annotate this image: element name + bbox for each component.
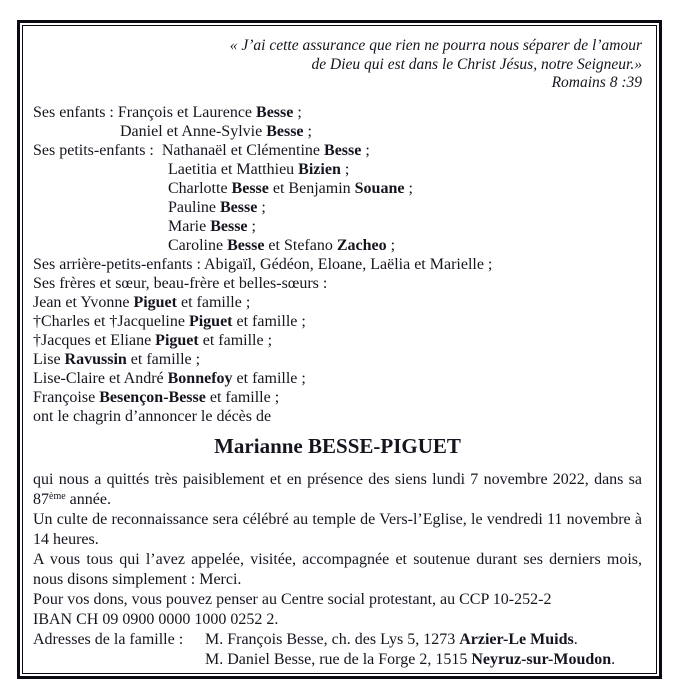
addresses-list — [205, 630, 642, 670]
text-segment: Charlotte — [168, 179, 232, 197]
text-segment: ; — [361, 141, 370, 159]
scripture-quote — [33, 37, 642, 93]
text-segment: Piguet — [188, 312, 233, 330]
scripture-quote-line — [33, 74, 642, 93]
addresses-label: Adresses de la famille : — [33, 630, 184, 648]
text-segment: Pour vos dons, vous pouvez penser au Centre social protestant, au CCP 10-252-2 — [33, 590, 552, 608]
scripture-quote-line — [33, 37, 642, 56]
text-segment: et famille ; — [205, 388, 280, 406]
text-segment: Marie — [168, 217, 211, 235]
text-segment: . — [611, 650, 616, 668]
text-segment: A vous tous qui l’avez appelée, visitée, accompagnée et soutenue durant ses derniers mois, nous disons simplement : Merci. — [33, 550, 642, 588]
text-segment: Besse — [227, 236, 265, 254]
text-segment: « J’ai cette assurance que rien ne pourra nous séparer de l’amour — [229, 37, 642, 54]
text-segment: Besençon-Besse — [99, 388, 206, 406]
text-segment: Caroline — [168, 236, 228, 254]
text-segment: Ses enfants : François et Laurence — [33, 103, 257, 121]
scripture-quote-line — [33, 56, 642, 75]
family-list-line — [33, 141, 642, 160]
text-segment: et Benjamin — [268, 179, 355, 197]
announcement-body — [33, 470, 642, 630]
text-segment: Besse — [220, 198, 258, 216]
text-segment: ; — [257, 198, 266, 216]
text-segment: Laetitia et Matthieu — [168, 160, 299, 178]
announcement-paragraph — [33, 590, 642, 610]
family-list-line — [33, 103, 642, 122]
family-list-line — [33, 407, 642, 426]
family-list-line — [33, 274, 642, 293]
text-segment: Besse — [210, 217, 248, 235]
announcement-paragraph — [33, 470, 642, 510]
family-list-line — [33, 217, 642, 236]
text-segment: Besse — [256, 103, 294, 121]
text-segment: ont le chagrin d’annoncer le décès de — [33, 407, 272, 425]
family-list — [33, 103, 642, 426]
text-segment: et famille ; — [176, 293, 251, 311]
family-list-line — [33, 369, 642, 388]
text-segment: Romains 8 :39 — [551, 74, 642, 91]
text-segment: Besse — [324, 141, 362, 159]
text-segment: ; — [303, 122, 312, 140]
family-list-line — [33, 312, 642, 331]
text-segment: ème — [49, 490, 66, 502]
page-border — [17, 20, 662, 679]
text-segment: Zacheo — [336, 236, 387, 254]
text-segment: †Charles et †Jacqueline — [33, 312, 189, 330]
text-segment: Ses arrière-petits-enfants : Abigaïl, Gédéon, Eloane, Laëlia et Marielle ; — [33, 255, 493, 273]
page-border-inner — [22, 25, 657, 674]
text-segment: M. Daniel Besse, rue de la Forge 2, 1515 — [205, 650, 472, 668]
deceased-name: Marianne BESSE-PIGUET — [214, 433, 461, 458]
text-segment: et famille ; — [198, 331, 273, 349]
text-segment: Ravussin — [64, 350, 127, 368]
family-list-line — [33, 122, 642, 141]
text-segment: Daniel et Anne-Sylvie — [120, 122, 267, 140]
family-list-line — [33, 350, 642, 369]
family-list-line — [33, 331, 642, 350]
text-segment: Françoise — [33, 388, 100, 406]
family-list-line — [33, 388, 642, 407]
text-segment: Ses frères et sœur, beau-frère et belles-sœurs : — [33, 274, 328, 292]
family-list-line — [33, 198, 642, 217]
announcement-paragraph — [33, 510, 642, 550]
family-list-line — [33, 236, 642, 255]
family-list-line — [33, 179, 642, 198]
text-segment: ; — [247, 217, 256, 235]
family-addresses — [33, 630, 642, 670]
text-segment: ; — [404, 179, 413, 197]
text-segment: Pauline — [168, 198, 220, 216]
text-segment: M. François Besse, ch. des Lys 5, 1273 — [205, 630, 460, 648]
address-line — [205, 630, 642, 650]
address-line — [205, 650, 642, 670]
text-segment: et famille ; — [232, 312, 306, 330]
family-list-line — [33, 160, 642, 179]
text-segment: qui nous a quittés très paisiblement et en présence des siens lundi 7 novembre 2022, dans sa 87 — [33, 470, 642, 508]
text-segment: †Jacques et Eliane — [33, 331, 156, 349]
text-segment: et Stefano — [264, 236, 337, 254]
text-segment: de Dieu qui est dans le Christ Jésus, notre Seigneur.» — [311, 55, 642, 73]
text-segment: Piguet — [133, 293, 177, 311]
text-segment: Besse — [266, 122, 304, 140]
announcement-paragraph — [33, 610, 642, 630]
text-segment: Un culte de reconnaissance sera célébré au temple de Vers-l’Eglise, le vendredi 11 novembre à 14 heures. — [33, 510, 642, 548]
text-segment: Jean et Yvonne — [33, 293, 134, 311]
text-segment: Bizien — [298, 160, 341, 178]
text-segment: Neyruz-sur-Moudon — [471, 650, 612, 668]
text-segment: ; — [340, 160, 350, 178]
text-segment: Arzier-Le Muids — [459, 630, 574, 648]
text-segment: Lise-Claire et André — [33, 369, 168, 387]
text-segment: et famille ; — [232, 369, 306, 387]
text-segment: et famille ; — [126, 350, 201, 368]
announcement-content — [23, 26, 656, 673]
text-segment: Ses petits-enfants : Nathanaël et Clémentine — [33, 141, 325, 159]
text-segment: ; — [386, 236, 396, 254]
text-segment: Bonnefoy — [167, 369, 233, 387]
text-segment: année. — [65, 490, 111, 508]
announcement-paragraph — [33, 550, 642, 590]
text-segment: Piguet — [155, 331, 199, 349]
text-segment: Souane — [354, 179, 405, 197]
text-segment: . — [573, 630, 578, 648]
text-segment: Besse — [231, 179, 269, 197]
family-list-line — [33, 293, 642, 312]
text-segment: IBAN CH 09 0900 0000 1000 0252 2. — [33, 610, 279, 628]
text-segment: ; — [293, 103, 302, 121]
family-list-line — [33, 255, 642, 274]
text-segment: Lise — [33, 350, 65, 368]
